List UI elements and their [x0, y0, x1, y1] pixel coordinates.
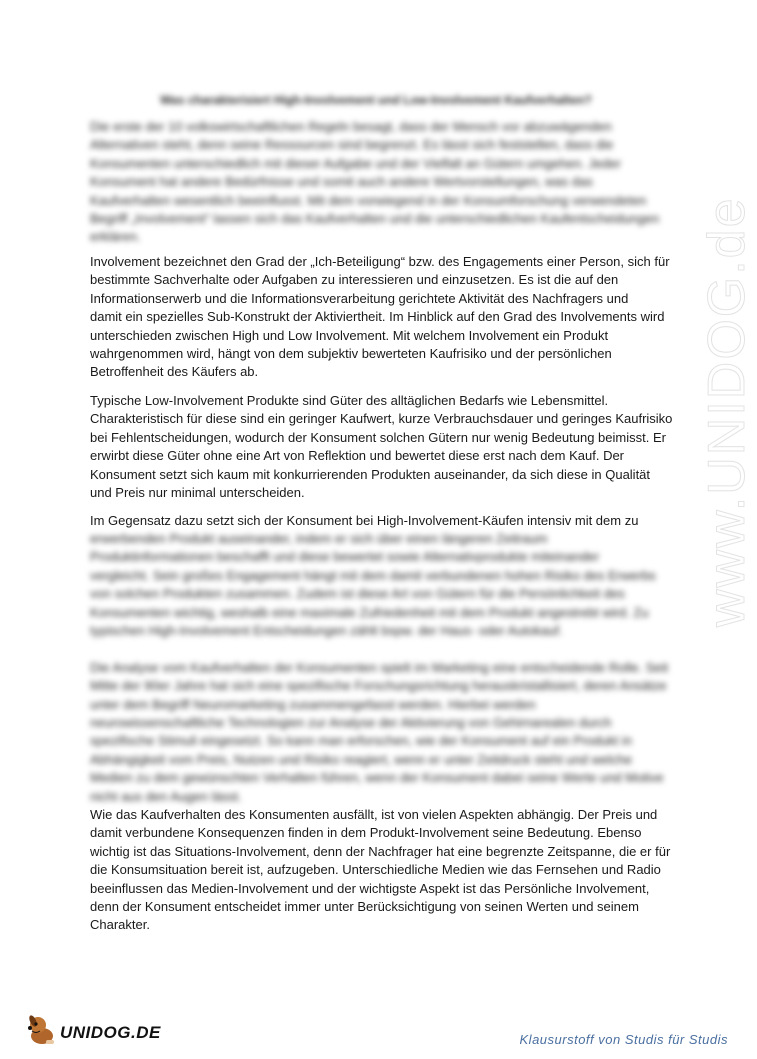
text-line: Typische Low-Involvement Produkte sind Güter des alltäglichen Bedarfs wie Lebensmittel. [90, 393, 609, 408]
text-line: erwirbt diese Güter ohne eine Art von Reflektion und bewertet diese erst nach dem Kauf. Der [90, 448, 625, 464]
footer-logo [24, 1012, 164, 1048]
watermark-text: www.UNIDOG.de [698, 196, 756, 627]
logo-text: UNIDOG.DE [60, 1023, 161, 1042]
text-line: Die Analyse vom Kaufverhalten der Konsumenten spielt im Marketing eine entscheidende Rolle. Seit [90, 659, 669, 675]
text-line: und Preis nur minimal unterscheiden. [90, 485, 305, 501]
text-line: Betroffenheit des Käufers ab. [90, 364, 259, 380]
paragraph-high-involvement [90, 512, 670, 530]
text-line: wahrgenommen wird, hängt von dem subjektiv bewerteten Kaufrisiko und der persönlichen [90, 346, 612, 362]
text-line: Konsument hat andere Bedürfnisse und somit auch andere Wertvorstellungen, was das [90, 174, 593, 190]
text-line: Produktinformationen beschafft und diese bewertet sowie Alternativprodukte miteinander [90, 549, 600, 565]
text-line: Abhängigkeit vom Preis, Nutzen und Risiko reagiert, wenn er unter Zeitdruck steht und welche [90, 751, 632, 767]
text-line: damit ein spezielles Sub-Konstrukt der Aktiviertheit. Im Hinblick auf den Grad des Involvements wird [90, 309, 665, 325]
text-line: vergleicht. Sein großes Engagement hängt mit dem damit verbundenen hohen Risiko des Erwerbs [90, 567, 656, 583]
text-line: Wie das Kaufverhalten des Konsumenten ausfällt, ist von vielen Aspekten abhängig. Der Preis und [90, 807, 658, 822]
text-line: Konsumenten unterschiedlich mit dieser Aufgabe und der Vielfalt an Gütern umgehen. Jeder [90, 155, 621, 171]
text-line: unterschieden zwischen High und Low Involvement. Mit welchem Involvement ein Produkt [90, 327, 609, 343]
text-line: erwerbenden Produkt auseinander, indem er sich über einen längeren Zeitraum [90, 531, 548, 546]
text-line: bestimmte Sachverhalte oder Aufgaben zu interessieren und einzusetzen. Es ist die auf den [90, 272, 619, 288]
paragraph-conclusion [90, 806, 670, 935]
paragraph-involvement-definition [90, 253, 670, 382]
footer-slogan: Klausurstoff von Studis für Studis [519, 1032, 728, 1047]
text-line: wichtig ist das Situations-Involvement, denn der Nachfrager hat eine begrenzte Zeitspanne, die er für [90, 843, 671, 859]
text-line: Im Gegensatz dazu setzt sich der Konsument bei High-Involvement-Käufen intensiv mit dem zu [90, 513, 639, 528]
text-line: unter dem Begriff Neuromarketing zusammengefasst werden. Hierbei werden [90, 696, 536, 712]
text-line: bei Fehlentscheidungen, wodurch der Konsument solchen Gütern nur wenig Bedeutung beimisst. Er [90, 429, 666, 445]
text-line: nicht aus den Augen lässt. [90, 788, 242, 804]
text-line: Medien zu dem gewünschten Verhalten führen, wenn der Konsument dabei seine Werte und Motive [90, 770, 664, 786]
text-line: Charakter. [90, 917, 150, 933]
text-line: denn der Konsument entscheidet immer unter Berücksichtigung von seinen Werten und seinem [90, 899, 639, 915]
dog-mascot-icon [24, 1012, 60, 1048]
text-line: Kaufverhalten wesentlich beeinflusst. Mit dem vorwiegend in der Konsumforschung verwendeten [90, 192, 647, 208]
document-title: Was charakterisiert High-Involvement und Low-Involvement Kaufverhalten? [160, 93, 592, 107]
text-line: Mitte der 90er Jahre hat sich eine spezifische Forschungsrichtung herauskristallisiert, deren Ansätze [90, 678, 667, 694]
paragraph-intro [90, 118, 670, 247]
text-line: von solchen Produkten zusammen. Zudem ist diese Art von Gütern für die Persönlichkeit des [90, 586, 625, 602]
text-line: Involvement bezeichnet den Grad der „Ich-Beteiligung“ bzw. des Engagements einer Person, sich für [90, 254, 670, 269]
text-line: beeinflussen das Medien-Involvement und der wichtigste Aspekt ist das Persönliche Involvement, [90, 880, 650, 896]
text-line: typischen High-Involvement Entscheidungen zählt bspw. der Haus- oder Autokauf. [90, 623, 563, 639]
paragraph-low-involvement [90, 392, 673, 502]
text-line: damit verbundene Konsequenzen finden in dem Produkt-Involvement seine Bedeutung. Ebenso [90, 825, 642, 841]
text-line: erklären. [90, 229, 141, 245]
text-line: Informationserwerb und die Informationsverarbeitung gerichtete Aktivität des Nachfragers und [90, 290, 629, 306]
text-line: Konsumenten wichtig, weshalb eine maximale Zufriedenheit mit dem Produkt angestrebt wird. Zu [90, 604, 649, 620]
text-line: Charakteristisch für diese sind ein geringer Kaufwert, kurze Verbrauchsdauer und geringes Kaufrisiko [90, 411, 673, 427]
paragraph-blurred-continuation [90, 530, 670, 806]
text-line: die Konsumsituation bereit ist, aufzugeben. Unterschiedliche Medien wie das Fernsehen und Radio [90, 862, 661, 878]
text-line: neurowissenschaftliche Technologien zur Analyse der Aktivierung von Gehirnarealen durch [90, 715, 612, 731]
text-line: Konsument setzt sich kaum mit konkurrierenden Produkten auseinander, da sich diese in Qualität [90, 466, 651, 482]
text-line: spezifische Stimuli eingesetzt. So kann man erforschen, wie der Konsument auf ein Produkt in [90, 733, 632, 749]
text-line: Begriff „Involvement“ lassen sich das Kaufverhalten und die unterschiedlichen Kaufentscheidungen [90, 211, 660, 227]
text-line: Alternativen steht, denn seine Ressourcen sind begrenzt. Es lässt sich feststellen, dass die [90, 137, 614, 153]
text-line: Die erste der 10 volkswirtschaftlichen Regeln besagt, dass der Mensch vor abzuwägenden [90, 119, 612, 134]
text-line [90, 640, 670, 658]
